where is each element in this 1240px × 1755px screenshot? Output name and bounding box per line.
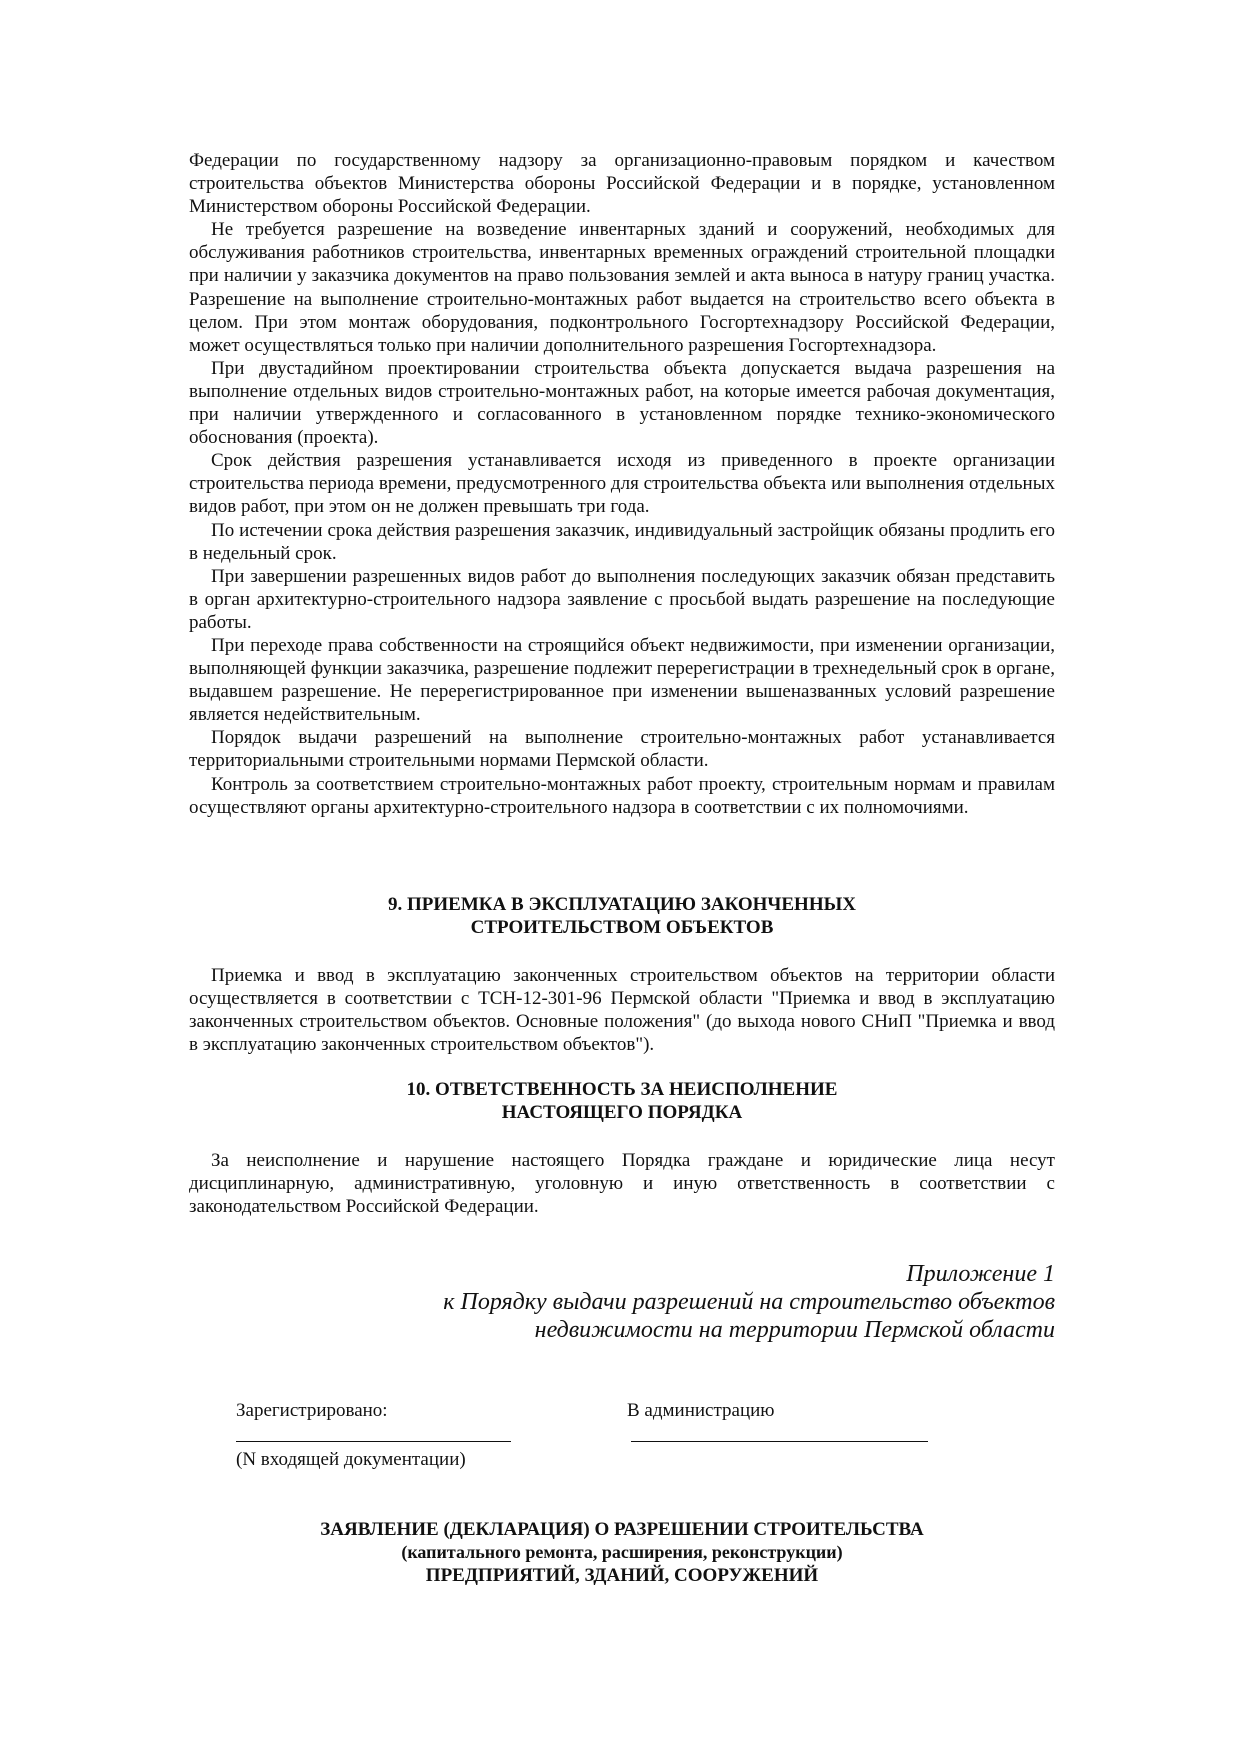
paragraph: Федерации по государственному надзору за организационно-правовым порядком и качеством строительства объектов Министерства обороны Российской Федерации и в порядке, установленном Министерством обороны Российской Федерации. bbox=[189, 150, 1055, 218]
paragraph: По истечении срока действия разрешения заказчик, индивидуальный застройщик обязаны продлить его в недельный срок. bbox=[189, 519, 1055, 564]
section-heading-line: НАСТОЯЩЕГО ПОРЯДКА bbox=[501, 1102, 743, 1123]
section-9-text: Приемка и ввод в эксплуатацию законченных строительством объектов на территории области осуществляется в соответствии с ТСН-12-301-96 Пермской области "Приемка и ввод в эксплуатацию законченных строительством объектов. Основные положения" (до выхода нового СНиП "Приемка и ввод в эксплуатацию законченных строительством объектов"). bbox=[189, 965, 1055, 1056]
paragraph: Срок действия разрешения устанавливается исходя из приведенного в проекте организации строительства периода времени, предусмотренного для строительства объекта или выполнения отдельных видов работ, при этом он не должен превышать три года. bbox=[189, 450, 1055, 518]
appendix-subtitle: недвижимости на территории Пермской области bbox=[534, 1317, 1055, 1343]
section-heading-line: СТРОИТЕЛЬСТВОМ ОБЪЕКТОВ bbox=[470, 917, 774, 938]
intro-text bbox=[189, 149, 1055, 819]
declaration-subtitle: (капитального ремонта, расширения, реконструкции) bbox=[401, 1542, 843, 1562]
declaration-title bbox=[189, 1518, 1055, 1587]
administration-label: В администрацию bbox=[627, 1400, 775, 1421]
appendix-header bbox=[300, 1260, 1055, 1344]
section-heading-line: 10. ОТВЕТСТВЕННОСТЬ ЗА НЕИСПОЛНЕНИЕ bbox=[406, 1079, 838, 1100]
declaration-title-line: ПРЕДПРИЯТИЙ, ЗДАНИЙ, СООРУЖЕНИЙ bbox=[425, 1565, 819, 1586]
administration-name-line[interactable] bbox=[631, 1441, 928, 1442]
section-9-heading bbox=[189, 893, 1055, 939]
appendix-title: Приложение 1 bbox=[906, 1261, 1055, 1287]
paragraph: При двустадийном проектировании строительства объекта допускается выдача разрешения на выполнение отдельных видов строительно-монтажных работ, на которые имеется рабочая документация, при наличии утвержденного и согласованного в установленном порядке технико-экономического обоснования (проекта). bbox=[189, 357, 1055, 449]
registration-number-line[interactable] bbox=[236, 1441, 511, 1442]
paragraph: Порядок выдачи разрешений на выполнение строительно-монтажных работ устанавливается территориальными строительными нормами Пермской области. bbox=[189, 727, 1055, 772]
section-heading-line: 9. ПРИЕМКА В ЭКСПЛУАТАЦИЮ ЗАКОНЧЕННЫХ bbox=[388, 894, 856, 915]
incoming-doc-label: (N входящей документации) bbox=[236, 1449, 466, 1470]
registered-label: Зарегистрировано: bbox=[236, 1400, 388, 1421]
paragraph: При завершении разрешенных видов работ до выполнения последующих заказчик обязан представить в орган архитектурно-строительного надзора заявление с просьбой выдать разрешение на последующие работы. bbox=[189, 565, 1055, 633]
declaration-title-line: ЗАЯВЛЕНИЕ (ДЕКЛАРАЦИЯ) О РАЗРЕШЕНИИ СТРОИТЕЛЬСТВА bbox=[320, 1519, 924, 1540]
paragraph: Контроль за соответствием строительно-монтажных работ проекту, строительным нормам и правилам осуществляют органы архитектурно-строительного надзора в соответствии с их полномочиями. bbox=[189, 773, 1055, 818]
section-10-heading bbox=[189, 1078, 1055, 1124]
section-10-text: За неисполнение и нарушение настоящего Порядка граждане и юридические лица несут дисциплинарную, административную, уголовную и иную ответственность в соответствии с законодательством Российской Федерации. bbox=[189, 1150, 1055, 1218]
paragraph: При переходе права собственности на строящийся объект недвижимости, при изменении организации, выполняющей функции заказчика, разрешение подлежит перерегистрации в трехнедельный срок в органе, выдавшем разрешение. Не перерегистрированное при изменении вышеназванных условий разрешение является недействительным. bbox=[189, 634, 1055, 726]
paragraph: Не требуется разрешение на возведение инвентарных зданий и сооружений, необходимых для обслуживания работников строительства, инвентарных временных ограждений строительной площадки при наличии у заказчика документов на право пользования землей и акта выноса в натуру границ участка. Разрешение на выполнение строительно-монтажных работ выдается на строительство всего объекта в целом. При этом монтаж оборудования, подконтрольного Госгортехнадзору Российской Федерации, может осуществляться только при наличии дополнительного разрешения Госгортехнадзора. bbox=[189, 219, 1055, 356]
appendix-subtitle: к Порядку выдачи разрешений на строительство объектов bbox=[443, 1289, 1055, 1315]
